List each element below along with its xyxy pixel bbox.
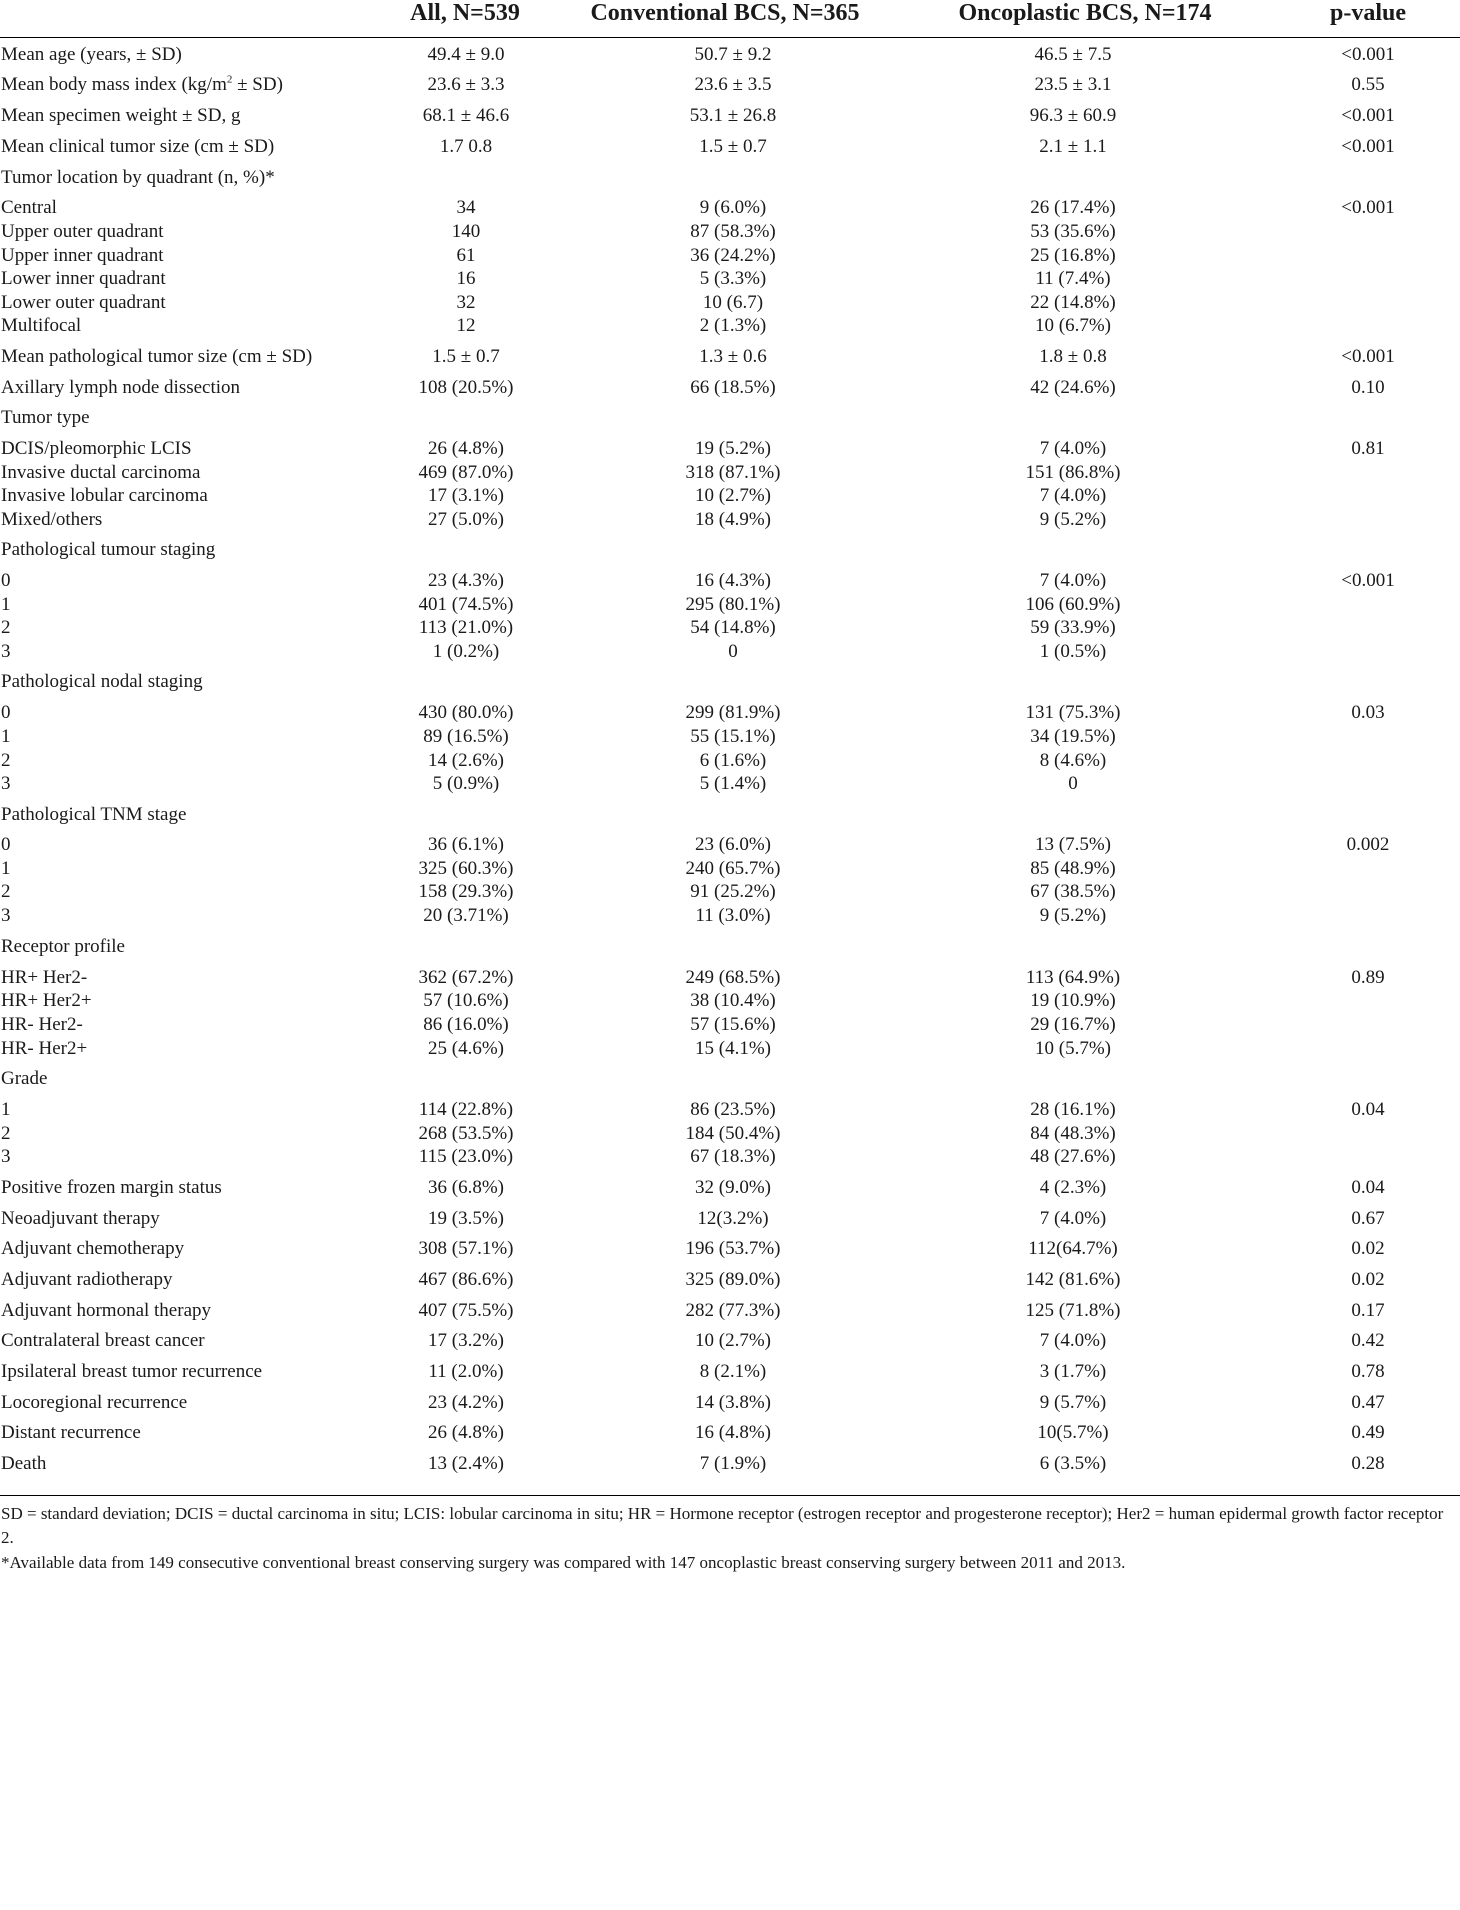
- cell-conventional: 57 (15.6%): [690, 1014, 776, 1035]
- cell-all: 115 (23.0%): [418, 1146, 514, 1167]
- row-label: Tumor location by quadrant (n, %)*: [1, 167, 275, 188]
- cell-conventional: 325 (89.0%): [685, 1269, 781, 1290]
- row-label: 3: [1, 905, 11, 926]
- cell-oncoplastic: 7 (4.0%): [1039, 1330, 1107, 1351]
- cell-all: 89 (16.5%): [423, 726, 509, 747]
- cell-all: 16: [456, 268, 476, 289]
- cell-oncoplastic: 67 (38.5%): [1030, 881, 1116, 902]
- cell-oncoplastic: 106 (60.9%): [1025, 594, 1121, 615]
- row-label: 1: [1, 858, 11, 879]
- cell-all: 23 (4.3%): [428, 570, 504, 591]
- cell-oncoplastic: 142 (81.6%): [1025, 1269, 1121, 1290]
- cell-p-value: 0.04: [1351, 1177, 1385, 1198]
- cell-conventional: 53.1 ± 26.8: [689, 105, 777, 126]
- cell-p-value: 0.28: [1351, 1453, 1385, 1474]
- cell-all: 23.6 ± 3.3: [427, 74, 505, 95]
- cell-oncoplastic: 26 (17.4%): [1030, 197, 1116, 218]
- cell-conventional: 10 (2.7%): [695, 485, 771, 506]
- cell-oncoplastic: 53 (35.6%): [1030, 221, 1116, 242]
- cell-p-value: 0.17: [1351, 1300, 1385, 1321]
- cell-all: 113 (21.0%): [418, 617, 514, 638]
- row-label: Invasive lobular carcinoma: [1, 485, 208, 506]
- cell-conventional: 19 (5.2%): [695, 438, 771, 459]
- row-label: Upper inner quadrant: [1, 245, 164, 266]
- row-label: Receptor profile: [1, 936, 125, 957]
- row-label: Tumor type: [1, 407, 90, 428]
- cell-all: 5 (0.9%): [432, 773, 500, 794]
- cell-all: 25 (4.6%): [428, 1038, 504, 1059]
- table-row: [0, 72, 1460, 98]
- cell-all: 61: [456, 245, 476, 266]
- cell-p-value: 0.03: [1351, 702, 1385, 723]
- cell-conventional: 15 (4.1%): [695, 1038, 771, 1059]
- cell-oncoplastic: 8 (4.6%): [1039, 750, 1107, 771]
- row-label: Multifocal: [1, 315, 82, 336]
- cell-oncoplastic: 10 (6.7%): [1035, 315, 1111, 336]
- cell-all: 26 (4.8%): [428, 1422, 504, 1443]
- cell-oncoplastic: 7 (4.0%): [1039, 570, 1107, 591]
- table-row: [0, 1420, 1460, 1446]
- cell-oncoplastic: 0: [1068, 773, 1078, 794]
- cell-oncoplastic: 96.3 ± 60.9: [1029, 105, 1117, 126]
- cell-conventional: 36 (24.2%): [690, 245, 776, 266]
- cell-all: 23 (4.2%): [428, 1392, 504, 1413]
- cell-conventional: 282 (77.3%): [685, 1300, 781, 1321]
- cell-oncoplastic: 34 (19.5%): [1030, 726, 1116, 747]
- cell-conventional: 299 (81.9%): [685, 702, 781, 723]
- cell-p-value: 0.67: [1351, 1208, 1385, 1229]
- cell-oncoplastic: 3 (1.7%): [1039, 1361, 1107, 1382]
- table-row: [0, 195, 1460, 221]
- row-label: 1: [1, 726, 11, 747]
- cell-oncoplastic: 1 (0.5%): [1039, 641, 1107, 662]
- footnote-abbreviations: SD = standard deviation; DCIS = ductal carcinoma in situ; LCIS: lobular carcinoma in situ; HR = Hormone receptor (estrogen receptor and progesterone receptor); Her2 = human epidermal growth factor receptor 2.: [1, 1504, 1444, 1547]
- table-row: [0, 219, 1460, 245]
- row-label: Contralateral breast cancer: [1, 1330, 205, 1351]
- cell-oncoplastic: 13 (7.5%): [1035, 834, 1111, 855]
- cell-oncoplastic: 112(64.7%): [1028, 1238, 1118, 1259]
- cell-all: 17 (3.1%): [428, 485, 504, 506]
- cell-conventional: 7 (1.9%): [699, 1453, 767, 1474]
- row-label: Upper outer quadrant: [1, 221, 164, 242]
- cell-oncoplastic: 11 (7.4%): [1035, 268, 1111, 289]
- table-row: [0, 1012, 1460, 1038]
- row-label: Death: [1, 1453, 47, 1474]
- row-label: 1: [1, 1099, 11, 1120]
- cell-oncoplastic: 25 (16.8%): [1030, 245, 1116, 266]
- table-row: [0, 724, 1460, 750]
- cell-all: 469 (87.0%): [418, 462, 514, 483]
- cell-oncoplastic: 1.8 ± 0.8: [1039, 346, 1107, 367]
- cell-conventional: 23.6 ± 3.5: [694, 74, 772, 95]
- table-row: [0, 266, 1460, 292]
- row-label: 2: [1, 1123, 11, 1144]
- cell-p-value: 0.04: [1351, 1099, 1385, 1120]
- row-label: Axillary lymph node dissection: [1, 377, 241, 398]
- cell-p-value: 0.42: [1351, 1330, 1385, 1351]
- cell-conventional: 2 (1.3%): [699, 315, 767, 336]
- row-label: 1: [1, 594, 11, 615]
- row-label: 2: [1, 617, 11, 638]
- table-row: [0, 669, 1460, 695]
- table-row: [0, 1066, 1460, 1092]
- table-row: [0, 771, 1460, 797]
- cell-p-value: <0.001: [1341, 197, 1395, 218]
- cell-p-value: <0.001: [1341, 346, 1395, 367]
- table-row: [0, 934, 1460, 960]
- cell-all: 57 (10.6%): [423, 990, 509, 1011]
- row-label: 0: [1, 570, 11, 591]
- row-label: HR- Her2+: [1, 1038, 88, 1059]
- cell-conventional: 18 (4.9%): [695, 509, 771, 530]
- table-row: [0, 615, 1460, 641]
- table-row: [0, 879, 1460, 905]
- cell-oncoplastic: 48 (27.6%): [1030, 1146, 1116, 1167]
- row-label: Invasive ductal carcinoma: [1, 462, 201, 483]
- row-label: Lower outer quadrant: [1, 292, 166, 313]
- table-row: [0, 537, 1460, 563]
- row-label: HR+ Her2+: [1, 990, 92, 1011]
- cell-oncoplastic: 6 (3.5%): [1039, 1453, 1107, 1474]
- cell-conventional: 0: [728, 641, 738, 662]
- cell-oncoplastic: 46.5 ± 7.5: [1034, 44, 1112, 65]
- cell-conventional: 16 (4.3%): [695, 570, 771, 591]
- row-label: Ipsilateral breast tumor recurrence: [1, 1361, 263, 1382]
- cell-oncoplastic: 7 (4.0%): [1039, 485, 1107, 506]
- cell-conventional: 91 (25.2%): [690, 881, 776, 902]
- cell-oncoplastic: 131 (75.3%): [1025, 702, 1121, 723]
- cell-all: 158 (29.3%): [418, 881, 514, 902]
- table-row: [0, 832, 1460, 858]
- cell-conventional: 10 (6.7): [702, 292, 764, 313]
- cell-all: 36 (6.8%): [428, 1177, 504, 1198]
- cell-conventional: 318 (87.1%): [685, 462, 781, 483]
- cell-all: 108 (20.5%): [418, 377, 514, 398]
- cell-conventional: 87 (58.3%): [690, 221, 776, 242]
- row-label: Mixed/others: [1, 509, 103, 530]
- cell-conventional: 66 (18.5%): [690, 377, 776, 398]
- table-row: [0, 1206, 1460, 1232]
- row-label-text: Mean body mass index (kg/m: [1, 74, 227, 95]
- table-row: [0, 1451, 1460, 1477]
- row-label: HR- Her2-: [1, 1014, 83, 1035]
- cell-conventional: 184 (50.4%): [685, 1123, 781, 1144]
- cell-oncoplastic: 151 (86.8%): [1025, 462, 1121, 483]
- table-row: [0, 903, 1460, 929]
- cell-all: 17 (3.2%): [428, 1330, 504, 1351]
- row-label: Positive frozen margin status: [1, 1177, 222, 1198]
- cell-conventional: 295 (80.1%): [685, 594, 781, 615]
- cell-oncoplastic: 28 (16.1%): [1030, 1099, 1116, 1120]
- cell-p-value: 0.78: [1351, 1361, 1385, 1382]
- cell-oncoplastic: 85 (48.9%): [1030, 858, 1116, 879]
- cell-p-value: 0.02: [1351, 1269, 1385, 1290]
- row-label: 2: [1, 881, 11, 902]
- cell-all: 407 (75.5%): [418, 1300, 514, 1321]
- cell-conventional: 196 (53.7%): [685, 1238, 781, 1259]
- cell-all: 14 (2.6%): [428, 750, 504, 771]
- table-row: [0, 436, 1460, 462]
- cell-conventional: 249 (68.5%): [685, 967, 781, 988]
- cell-p-value: 0.02: [1351, 1238, 1385, 1259]
- cell-all: 430 (80.0%): [418, 702, 514, 723]
- cell-conventional: 240 (65.7%): [685, 858, 781, 879]
- row-label: Locoregional recurrence: [1, 1392, 188, 1413]
- row-label: Pathological nodal staging: [1, 671, 203, 692]
- cell-oncoplastic: 42 (24.6%): [1030, 377, 1116, 398]
- cell-p-value: <0.001: [1341, 44, 1395, 65]
- footnote-available-data: *Available data from 149 consecutive conventional breast conserving surgery was compared with 147 oncoplastic breast conserving surgery between 2011 and 2013.: [1, 1553, 1126, 1572]
- row-label: Distant recurrence: [1, 1422, 141, 1443]
- table-row: [0, 988, 1460, 1014]
- row-label: Central: [1, 197, 57, 218]
- cell-p-value: <0.001: [1341, 570, 1395, 591]
- table-row: [0, 405, 1460, 431]
- table-row: [0, 313, 1460, 339]
- cell-p-value: 0.10: [1351, 377, 1385, 398]
- cell-all: 11 (2.0%): [428, 1361, 504, 1382]
- cell-all: 27 (5.0%): [428, 509, 504, 530]
- cell-conventional: 16 (4.8%): [695, 1422, 771, 1443]
- cell-all: 308 (57.1%): [418, 1238, 514, 1259]
- cell-p-value: <0.001: [1341, 136, 1395, 157]
- cell-conventional: 50.7 ± 9.2: [694, 44, 772, 65]
- row-label: Lower inner quadrant: [1, 268, 166, 289]
- cell-all: 34: [456, 197, 476, 218]
- cell-all: 26 (4.8%): [428, 438, 504, 459]
- cell-all: 1 (0.2%): [432, 641, 500, 662]
- cell-conventional: 55 (15.1%): [690, 726, 776, 747]
- cell-conventional: 8 (2.1%): [699, 1361, 767, 1382]
- table-row: [0, 568, 1460, 594]
- cell-conventional: 32 (9.0%): [695, 1177, 771, 1198]
- cell-oncoplastic: 29 (16.7%): [1030, 1014, 1116, 1035]
- cell-conventional: 6 (1.6%): [699, 750, 767, 771]
- cell-oncoplastic: 113 (64.9%): [1025, 967, 1121, 988]
- cell-conventional: 54 (14.8%): [690, 617, 776, 638]
- cell-p-value: 0.81: [1351, 438, 1385, 459]
- cell-all: 32: [456, 292, 476, 313]
- cell-all: 140: [451, 221, 481, 242]
- table-row: [0, 103, 1460, 129]
- cell-all: 86 (16.0%): [423, 1014, 509, 1035]
- cell-all: 401 (74.5%): [418, 594, 514, 615]
- table-row: [0, 700, 1460, 726]
- header-p-value: p-value: [1329, 0, 1406, 26]
- row-label: Pathological tumour staging: [1, 539, 216, 560]
- row-label-superscript: 2: [226, 73, 233, 86]
- cell-oncoplastic: 9 (5.7%): [1039, 1392, 1107, 1413]
- cell-oncoplastic: 84 (48.3%): [1030, 1123, 1116, 1144]
- table-row: [0, 1390, 1460, 1416]
- table-row: [0, 1144, 1460, 1170]
- cell-p-value: 0.002: [1346, 834, 1390, 855]
- table-row: [0, 1359, 1460, 1385]
- cell-oncoplastic: 9 (5.2%): [1039, 905, 1107, 926]
- cell-oncoplastic: 10(5.7%): [1037, 1422, 1109, 1443]
- cell-conventional: 5 (1.4%): [699, 773, 767, 794]
- row-label: 0: [1, 834, 11, 855]
- cell-oncoplastic: 7 (4.0%): [1039, 1208, 1107, 1229]
- cell-p-value: 0.55: [1351, 74, 1385, 95]
- row-label: 0: [1, 702, 11, 723]
- row-label: Neoadjuvant therapy: [1, 1208, 160, 1229]
- header-conventional: Conventional BCS, N=365: [590, 0, 860, 26]
- cell-conventional: 86 (23.5%): [690, 1099, 776, 1120]
- row-label: Adjuvant hormonal therapy: [1, 1300, 212, 1321]
- table-row: [0, 483, 1460, 509]
- cell-oncoplastic: 19 (10.9%): [1030, 990, 1116, 1011]
- row-label: Mean clinical tumor size (cm ± SD): [1, 136, 275, 157]
- table-row: [0, 1236, 1460, 1262]
- cell-conventional: 9 (6.0%): [699, 197, 767, 218]
- cell-all: 325 (60.3%): [418, 858, 514, 879]
- row-label: Mean pathological tumor size (cm ± SD): [1, 346, 313, 367]
- row-label: Adjuvant radiotherapy: [1, 1269, 173, 1290]
- table-row: [0, 1328, 1460, 1354]
- row-label: DCIS/pleomorphic LCIS: [1, 438, 192, 459]
- cell-oncoplastic: 2.1 ± 1.1: [1039, 136, 1107, 157]
- cell-all: 36 (6.1%): [428, 834, 504, 855]
- cell-oncoplastic: 9 (5.2%): [1039, 509, 1107, 530]
- cell-all: 268 (53.5%): [418, 1123, 514, 1144]
- table-row: [0, 344, 1460, 370]
- cell-oncoplastic: 59 (33.9%): [1030, 617, 1116, 638]
- bottom-rule: [0, 1495, 1460, 1496]
- table-row: [0, 134, 1460, 160]
- cell-oncoplastic: 10 (5.7%): [1035, 1038, 1111, 1059]
- cell-p-value: 0.49: [1351, 1422, 1385, 1443]
- table-row: [0, 1097, 1460, 1123]
- cell-conventional: 10 (2.7%): [695, 1330, 771, 1351]
- table-row: [0, 507, 1460, 533]
- cell-p-value: 0.89: [1351, 967, 1385, 988]
- cell-conventional: 14 (3.8%): [695, 1392, 771, 1413]
- header-all: All, N=539: [410, 0, 520, 26]
- header-oncoplastic: Oncoplastic BCS, N=174: [958, 0, 1212, 26]
- table-row: [0, 1267, 1460, 1293]
- cell-all: 1.5 ± 0.7: [432, 346, 500, 367]
- table-row: [0, 802, 1460, 828]
- row-label: Mean specimen weight ± SD, g: [1, 105, 241, 126]
- row-label: 3: [1, 641, 11, 662]
- cell-all: 68.1 ± 46.6: [422, 105, 510, 126]
- cell-oncoplastic: 22 (14.8%): [1030, 292, 1116, 313]
- cell-conventional: 1.5 ± 0.7: [699, 136, 767, 157]
- row-label: Pathological TNM stage: [1, 804, 187, 825]
- row-label: HR+ Her2-: [1, 967, 88, 988]
- row-label: Adjuvant chemotherapy: [1, 1238, 185, 1259]
- cell-all: 1.7 0.8: [439, 136, 493, 157]
- cell-all: 20 (3.71%): [423, 905, 509, 926]
- cell-p-value: 0.47: [1351, 1392, 1385, 1413]
- cell-all: 114 (22.8%): [418, 1099, 514, 1120]
- table-row: [0, 375, 1460, 401]
- cell-conventional: 1.3 ± 0.6: [699, 346, 767, 367]
- cell-oncoplastic: 23.5 ± 3.1: [1034, 74, 1112, 95]
- cell-all: 12: [456, 315, 476, 336]
- cell-all: 467 (86.6%): [418, 1269, 514, 1290]
- row-label: [1, 72, 283, 98]
- table-header: [0, 0, 1460, 40]
- cell-all: 19 (3.5%): [428, 1208, 504, 1229]
- table-row: [0, 1298, 1460, 1324]
- cell-oncoplastic: 4 (2.3%): [1039, 1177, 1107, 1198]
- cell-conventional: 67 (18.3%): [690, 1146, 776, 1167]
- cell-conventional: 38 (10.4%): [690, 990, 776, 1011]
- row-label-text-after: ± SD): [232, 74, 283, 95]
- cell-all: 13 (2.4%): [428, 1453, 504, 1474]
- table-row: [0, 1036, 1460, 1062]
- cell-all: 49.4 ± 9.0: [427, 44, 505, 65]
- table-row: [0, 165, 1460, 191]
- row-label: 3: [1, 773, 11, 794]
- row-label: Grade: [1, 1068, 48, 1089]
- cell-conventional: 23 (6.0%): [695, 834, 771, 855]
- cell-oncoplastic: 125 (71.8%): [1025, 1300, 1121, 1321]
- row-label: Mean age (years, ± SD): [1, 44, 182, 65]
- cell-conventional: 11 (3.0%): [695, 905, 771, 926]
- table-row: [0, 1175, 1460, 1201]
- header-rule: [0, 37, 1460, 38]
- cell-conventional: 12(3.2%): [697, 1208, 769, 1229]
- cell-conventional: 5 (3.3%): [699, 268, 767, 289]
- row-label: 2: [1, 750, 11, 771]
- row-label: 3: [1, 1146, 11, 1167]
- cell-all: 362 (67.2%): [418, 967, 514, 988]
- cell-p-value: <0.001: [1341, 105, 1395, 126]
- table-row: [0, 639, 1460, 665]
- cell-oncoplastic: 7 (4.0%): [1039, 438, 1107, 459]
- table-row: [0, 42, 1460, 68]
